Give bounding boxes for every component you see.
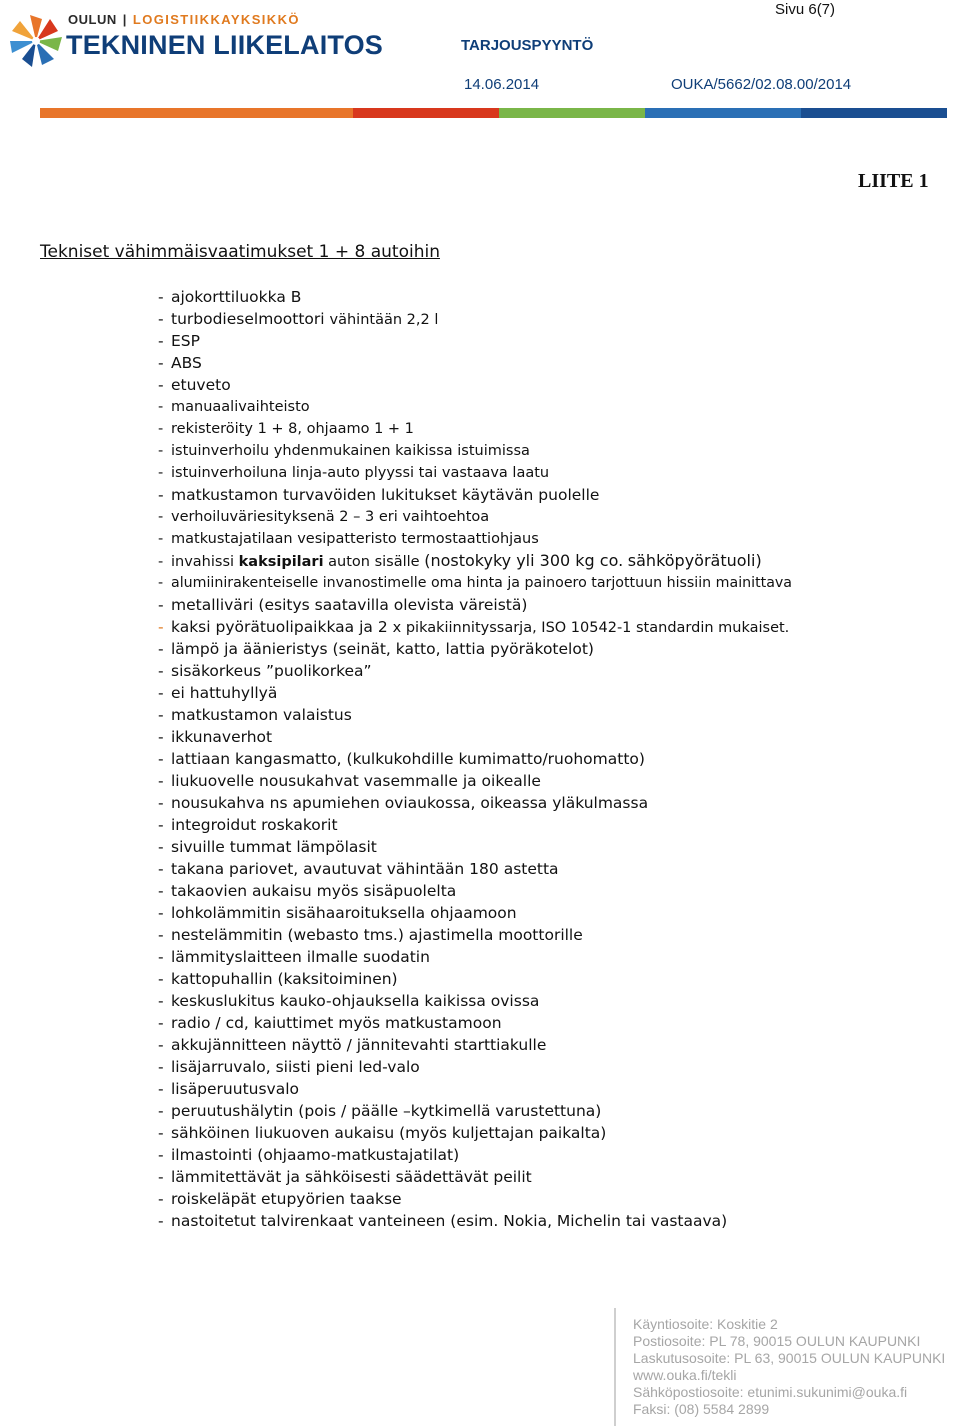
list-item: - lämmityslaitteen ilmalle suodatin xyxy=(158,948,430,966)
footer-website-link[interactable]: www.ouka.fi/tekli xyxy=(633,1367,737,1383)
list-item: - ikkunaverhot xyxy=(158,728,273,746)
list-item: - nousukahva ns apumiehen oviaukossa, oikeassa yläkulmassa xyxy=(158,794,649,812)
list-item: - ajokorttiluokka B xyxy=(158,288,302,306)
logo-separator: | xyxy=(122,12,127,27)
list-item: - istuinverhoilu yhdenmukainen kaikissa istuimissa xyxy=(158,443,530,459)
footer-visit-address: Käyntiosoite: Koskitie 2 xyxy=(633,1316,778,1332)
list-item: - etuveto xyxy=(158,376,231,394)
list-item: - radio / cd, kaiuttimet myös matkustamoon xyxy=(158,1014,502,1032)
document-type: TARJOUSPYYNTÖ xyxy=(461,37,594,54)
color-bar-segment xyxy=(645,108,801,118)
page-number: Sivu 6(7) xyxy=(775,1,836,18)
list-item: - metalliväri (esitys saatavilla olevista väreistä) xyxy=(158,596,528,614)
list-item: - alumiinirakenteiselle invanostimelle oma hinta ja painoero tarjottuun hissiin mainittava xyxy=(158,575,792,591)
list-item: - sähköinen liukuoven aukaisu (myös kuljettajan paikalta) xyxy=(158,1124,607,1142)
appendix-label: LIITE 1 xyxy=(858,170,929,192)
list-item: - kattopuhallin (kaksitoiminen) xyxy=(158,970,398,988)
list-item: - rekisteröity 1 + 8, ohjaamo 1 + 1 xyxy=(158,421,414,437)
document-reference: OUKA/5662/02.08.00/2014 xyxy=(671,76,852,93)
list-item: - verhoiluväriesityksenä 2 – 3 eri vaihtoehtoa xyxy=(158,509,490,525)
list-item: - turbodieselmoottori vähintään 2,2 l xyxy=(158,310,439,328)
list-item: - ESP xyxy=(158,332,200,350)
list-item: - roiskeläpät etupyörien taakse xyxy=(158,1190,402,1208)
list-item: - lohkolämmitin sisähaaroituksella ohjaamoon xyxy=(158,904,517,922)
list-item: - ilmastointi (ohjaamo-matkustajatilat) xyxy=(158,1146,460,1164)
logo-org: OULUN xyxy=(68,12,117,27)
footer-contact-info xyxy=(633,1316,945,1418)
list-item: - ei hattuhyllyä xyxy=(158,684,278,702)
list-item: - takaovien aukaisu myös sisäpuolelta xyxy=(158,882,457,900)
list-item: - istuinverhoiluna linja-auto plyyssi tai vastaava laatu xyxy=(158,465,550,481)
list-item: - nastoitetut talvirenkaat vanteineen (esim. Nokia, Michelin tai vastaava) xyxy=(158,1212,728,1230)
list-item: - akkujännitteen näyttö / jännitevahti starttiakulle xyxy=(158,1036,547,1054)
header-color-bar xyxy=(40,108,947,118)
list-item: - invahissi kaksipilari auton sisälle (nostokyky yli 300 kg co. sähköpyörätuoli) xyxy=(158,551,762,570)
list-item: - manuaalivaihteisto xyxy=(158,399,310,415)
logo-top-line xyxy=(68,12,300,27)
list-item: - integroidut roskakorit xyxy=(158,816,338,834)
list-item: - kaksi pyörätuolipaikkaa ja 2 x pikakiinnityssarja, ISO 10542-1 standardin mukaiset. xyxy=(158,618,790,636)
list-item: - sivuille tummat lämpölasit xyxy=(158,838,377,856)
document-date: 14.06.2014 xyxy=(464,76,540,93)
logo-main-text: TEKNINEN LIIKELAITOS xyxy=(66,30,384,60)
list-item: - nestelämmitin (webasto tms.) ajastimella moottorille xyxy=(158,926,583,944)
list-item: - lämpö ja äänieristys (seinät, katto, lattia pyöräkotelot) xyxy=(158,640,594,658)
requirements-list xyxy=(158,286,792,1232)
color-bar-segment xyxy=(801,108,947,118)
list-item: - ABS xyxy=(158,354,202,372)
list-item: - matkustamon turvavöiden lukitukset käytävän puolelle xyxy=(158,486,600,504)
list-item: - lattiaan kangasmatto, (kulkukohdille kumimatto/ruohomatto) xyxy=(158,750,645,768)
footer-divider xyxy=(614,1308,616,1426)
footer-fax: Faksi: (08) 5584 2899 xyxy=(633,1401,770,1417)
footer-email[interactable]: Sähköpostiosoite: etunimi.sukunimi@ouka.fi xyxy=(633,1384,908,1400)
color-bar-segment xyxy=(40,108,353,118)
section-heading: Tekniset vähimmäisvaatimukset 1 + 8 autoihin xyxy=(40,242,440,262)
list-item: - matkustamon valaistus xyxy=(158,706,352,724)
list-item: - takana pariovet, avautuvat vähintään 180 astetta xyxy=(158,860,559,878)
list-item: - sisäkorkeus ”puolikorkea” xyxy=(158,662,372,680)
footer-billing-address: Laskutusosoite: PL 63, 90015 OULUN KAUPUNKI xyxy=(633,1350,946,1366)
list-item: - keskuslukitus kauko-ohjauksella kaikissa ovissa xyxy=(158,992,540,1010)
list-item: - lämmitettävät ja sähköisesti säädettävät peilit xyxy=(158,1168,532,1186)
logo-unit: LOGISTIIKKAYKSIKKÖ xyxy=(132,12,300,27)
footer-postal-address: Postiosoite: PL 78, 90015 OULUN KAUPUNKI xyxy=(633,1333,921,1349)
list-item: - liukuovelle nousukahvat vasemmalle ja oikealle xyxy=(158,772,541,790)
list-item: - lisäperuutusvalo xyxy=(158,1080,300,1098)
list-item: - matkustajatilaan vesipatteristo termostaattiohjaus xyxy=(158,531,539,547)
list-item: - lisäjarruvalo, siisti pieni led-valo xyxy=(158,1058,420,1076)
list-item: - peruutushälytin (pois / päälle –kytkimellä varustettuna) xyxy=(158,1102,602,1120)
color-bar-segment xyxy=(353,108,499,118)
color-bar-segment xyxy=(499,108,645,118)
